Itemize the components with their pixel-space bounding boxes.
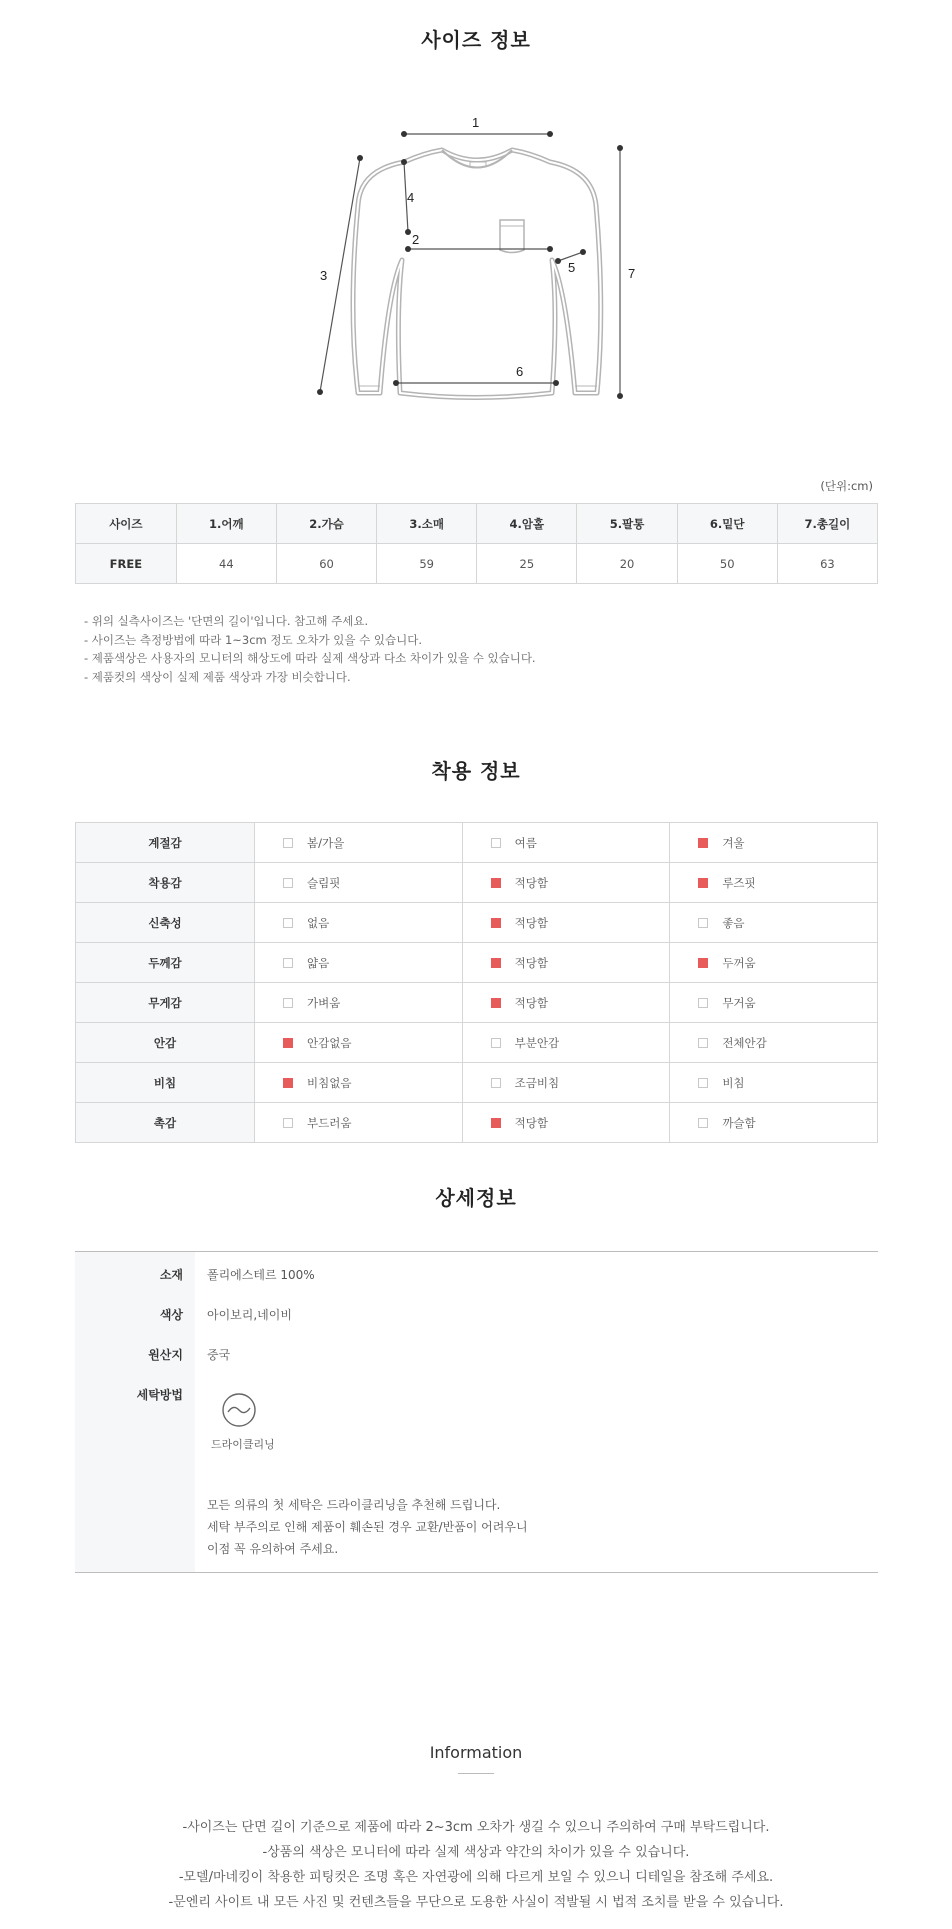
unchecked-box-icon xyxy=(283,998,293,1008)
fit-row-label: 안감 xyxy=(76,1023,255,1063)
wash-note: 세탁 부주의로 인해 제품이 훼손된 경우 교환/반품이 어려우니 xyxy=(207,1520,528,1534)
size-header-cell: 사이즈 xyxy=(76,504,177,544)
fit-option-label: 없음 xyxy=(307,915,330,930)
diagram-label-5: 5 xyxy=(568,260,576,275)
checked-box-icon xyxy=(283,1078,293,1088)
size-cell: FREE xyxy=(76,544,177,584)
fit-row-label: 착용감 xyxy=(76,863,255,903)
fit-option xyxy=(255,1023,463,1063)
fit-option xyxy=(255,1063,463,1103)
origin-value: 중국 xyxy=(207,1348,231,1362)
information-text xyxy=(0,1815,952,1915)
fit-option xyxy=(670,943,878,983)
fit-row-label: 신축성 xyxy=(76,903,255,943)
fit-option xyxy=(255,823,463,863)
size-cell: 25 xyxy=(477,544,577,584)
fit-option xyxy=(670,823,878,863)
fit-option-label: 두꺼움 xyxy=(722,955,756,970)
material-label: 소재 xyxy=(159,1268,183,1282)
unchecked-box-icon xyxy=(283,958,293,968)
information-divider xyxy=(458,1773,494,1774)
color-label: 색상 xyxy=(159,1308,183,1322)
fit-option xyxy=(462,943,670,983)
fit-option-label: 무거움 xyxy=(722,995,756,1010)
unchecked-box-icon xyxy=(491,838,501,848)
tshirt-size-diagram xyxy=(300,110,640,410)
fit-row xyxy=(76,943,878,983)
unchecked-box-icon xyxy=(283,918,293,928)
wash-note: 모든 의류의 첫 세탁은 드라이클리닝을 추천해 드립니다. xyxy=(207,1498,501,1512)
fit-option xyxy=(255,863,463,903)
information-line: -모델/마네킹이 착용한 피팅컷은 조명 혹은 자연광에 의해 다르게 보일 수 있으니 디테일을 참조해 주세요. xyxy=(178,1870,774,1885)
size-cell: 50 xyxy=(677,544,777,584)
fit-option-label: 여름 xyxy=(514,835,537,850)
size-notes xyxy=(84,612,536,686)
fit-option xyxy=(670,1023,878,1063)
diagram-label-1: 1 xyxy=(472,115,480,130)
fit-option-label: 까슬함 xyxy=(722,1115,756,1130)
information-line: -사이즈는 단면 길이 기준으로 제품에 따라 2~3cm 오차가 생길 수 있으니 주의하여 구매 부탁드립니다. xyxy=(182,1820,770,1835)
fit-row-label: 두께감 xyxy=(76,943,255,983)
unchecked-box-icon xyxy=(698,998,708,1008)
fit-row-label: 비침 xyxy=(76,1063,255,1103)
wash-label: 세탁방법 xyxy=(136,1388,183,1402)
information-line: -상품의 색상은 모니터에 따라 실제 색상과 약간의 차이가 있을 수 있습니다. xyxy=(262,1845,690,1860)
origin-label: 원산지 xyxy=(148,1348,183,1362)
fit-option xyxy=(670,1063,878,1103)
checked-box-icon xyxy=(283,1038,293,1048)
wash-note: 이점 꼭 유의하여 주세요. xyxy=(207,1542,339,1556)
fit-row xyxy=(76,1063,878,1103)
unchecked-box-icon xyxy=(698,1038,708,1048)
unchecked-box-icon xyxy=(283,838,293,848)
fit-option xyxy=(670,903,878,943)
fit-row xyxy=(76,823,878,863)
fit-option xyxy=(255,903,463,943)
size-note: - 제품컷의 색상이 실제 제품 색상과 가장 비슷합니다. xyxy=(84,669,351,684)
fit-option xyxy=(255,1103,463,1143)
checked-box-icon xyxy=(491,958,501,968)
fit-row xyxy=(76,863,878,903)
checked-box-icon xyxy=(491,1118,501,1128)
size-cell: 63 xyxy=(777,544,877,584)
detail-section-title: 상세정보 xyxy=(435,1186,517,1210)
fit-option xyxy=(462,863,670,903)
size-table-header-row xyxy=(76,504,878,544)
fit-option-label: 적당함 xyxy=(514,995,548,1010)
size-header-cell: 3.소매 xyxy=(377,504,477,544)
dry-clean-caption: 드라이클리닝 xyxy=(211,1438,275,1451)
fit-option xyxy=(462,903,670,943)
fit-option-label: 얇음 xyxy=(307,955,330,970)
fit-option xyxy=(670,1103,878,1143)
detail-label-column xyxy=(75,1252,195,1572)
fit-row-label: 무게감 xyxy=(76,983,255,1023)
fit-section-title: 착용 정보 xyxy=(431,759,521,783)
fit-option-label: 겨울 xyxy=(722,835,745,850)
size-note: - 위의 실측사이즈는 '단면의 길이'입니다. 참고해 주세요. xyxy=(84,614,369,628)
fit-option-label: 부드러움 xyxy=(307,1115,352,1130)
fit-option-label: 적당함 xyxy=(514,1115,548,1130)
fit-option xyxy=(462,1103,670,1143)
fit-option xyxy=(462,983,670,1023)
fit-option-label: 비침 xyxy=(722,1075,745,1090)
fit-table xyxy=(75,822,878,1143)
unchecked-box-icon xyxy=(698,1078,708,1088)
wash-notes xyxy=(207,1494,528,1560)
checked-box-icon xyxy=(491,878,501,888)
fit-option xyxy=(670,983,878,1023)
unchecked-box-icon xyxy=(698,918,708,928)
fit-option xyxy=(462,1063,670,1103)
unchecked-box-icon xyxy=(283,1118,293,1128)
fit-row xyxy=(76,983,878,1023)
fit-option-label: 적당함 xyxy=(514,955,548,970)
fit-option-label: 봄/가을 xyxy=(307,835,345,850)
fit-row xyxy=(76,1103,878,1143)
size-unit-label: (단위:cm) xyxy=(820,479,873,493)
size-cell: 59 xyxy=(377,544,477,584)
size-note: - 사이즈는 측정방법에 따라 1~3cm 정도 오차가 있을 수 있습니다. xyxy=(84,632,423,647)
fit-option-label: 슬림핏 xyxy=(307,875,341,890)
unchecked-box-icon xyxy=(283,878,293,888)
fit-option xyxy=(255,943,463,983)
checked-box-icon xyxy=(491,998,501,1008)
fit-option-label: 부분안감 xyxy=(514,1035,560,1050)
size-header-cell: 7.총길이 xyxy=(777,504,877,544)
checked-box-icon xyxy=(491,918,501,928)
size-table-row xyxy=(76,544,878,584)
fit-option-label: 루즈핏 xyxy=(722,875,756,890)
size-cell: 20 xyxy=(577,544,677,584)
size-header-cell: 2.가슴 xyxy=(276,504,376,544)
size-table xyxy=(75,503,878,584)
fit-option xyxy=(670,863,878,903)
fit-option xyxy=(462,1023,670,1063)
diagram-label-2: 2 xyxy=(412,232,420,247)
fit-row xyxy=(76,1023,878,1063)
dry-clean-icon xyxy=(221,1392,257,1428)
size-section-title: 사이즈 정보 xyxy=(421,28,531,52)
size-cell: 60 xyxy=(276,544,376,584)
information-line: -문엔리 사이트 내 모든 사진 및 컨텐츠들을 무단으로 도용한 사실이 적발될 시 법적 조치를 받을 수 있습니다. xyxy=(168,1895,784,1910)
fit-option-label: 안감없음 xyxy=(307,1035,352,1050)
size-header-cell: 6.밑단 xyxy=(677,504,777,544)
size-header-cell: 4.암홀 xyxy=(477,504,577,544)
diagram-label-6: 6 xyxy=(516,364,524,379)
unchecked-box-icon xyxy=(491,1078,501,1088)
unchecked-box-icon xyxy=(491,1038,501,1048)
fit-row-label: 촉감 xyxy=(76,1103,255,1143)
fit-option-label: 조금비침 xyxy=(514,1075,560,1090)
diagram-label-4: 4 xyxy=(407,190,415,205)
checked-box-icon xyxy=(698,878,708,888)
fit-option-label: 전체안감 xyxy=(722,1035,767,1050)
size-header-cell: 5.팔통 xyxy=(577,504,677,544)
detail-table xyxy=(75,1251,878,1573)
information-title: Information xyxy=(429,1743,523,1762)
fit-option-label: 적당함 xyxy=(514,915,548,930)
size-note: - 제품색상은 사용자의 모니터의 해상도에 따라 실제 색상과 다소 차이가 있을 수 있습니다. xyxy=(84,651,536,665)
diagram-label-3: 3 xyxy=(320,268,328,283)
checked-box-icon xyxy=(698,838,708,848)
fit-option-label: 비침없음 xyxy=(307,1075,352,1090)
color-value: 아이보리,네이비 xyxy=(207,1308,292,1322)
fit-option-label: 좋음 xyxy=(722,915,745,930)
fit-option-label: 가벼움 xyxy=(307,995,341,1010)
fit-row xyxy=(76,903,878,943)
fit-option-label: 적당함 xyxy=(514,875,548,890)
fit-row-label: 계절감 xyxy=(76,823,255,863)
diagram-label-7: 7 xyxy=(628,266,636,281)
unchecked-box-icon xyxy=(698,1118,708,1128)
size-cell: 44 xyxy=(176,544,276,584)
fit-option xyxy=(255,983,463,1023)
fit-option xyxy=(462,823,670,863)
checked-box-icon xyxy=(698,958,708,968)
material-value: 폴리에스테르 100% xyxy=(207,1268,315,1282)
size-header-cell: 1.어깨 xyxy=(176,504,276,544)
